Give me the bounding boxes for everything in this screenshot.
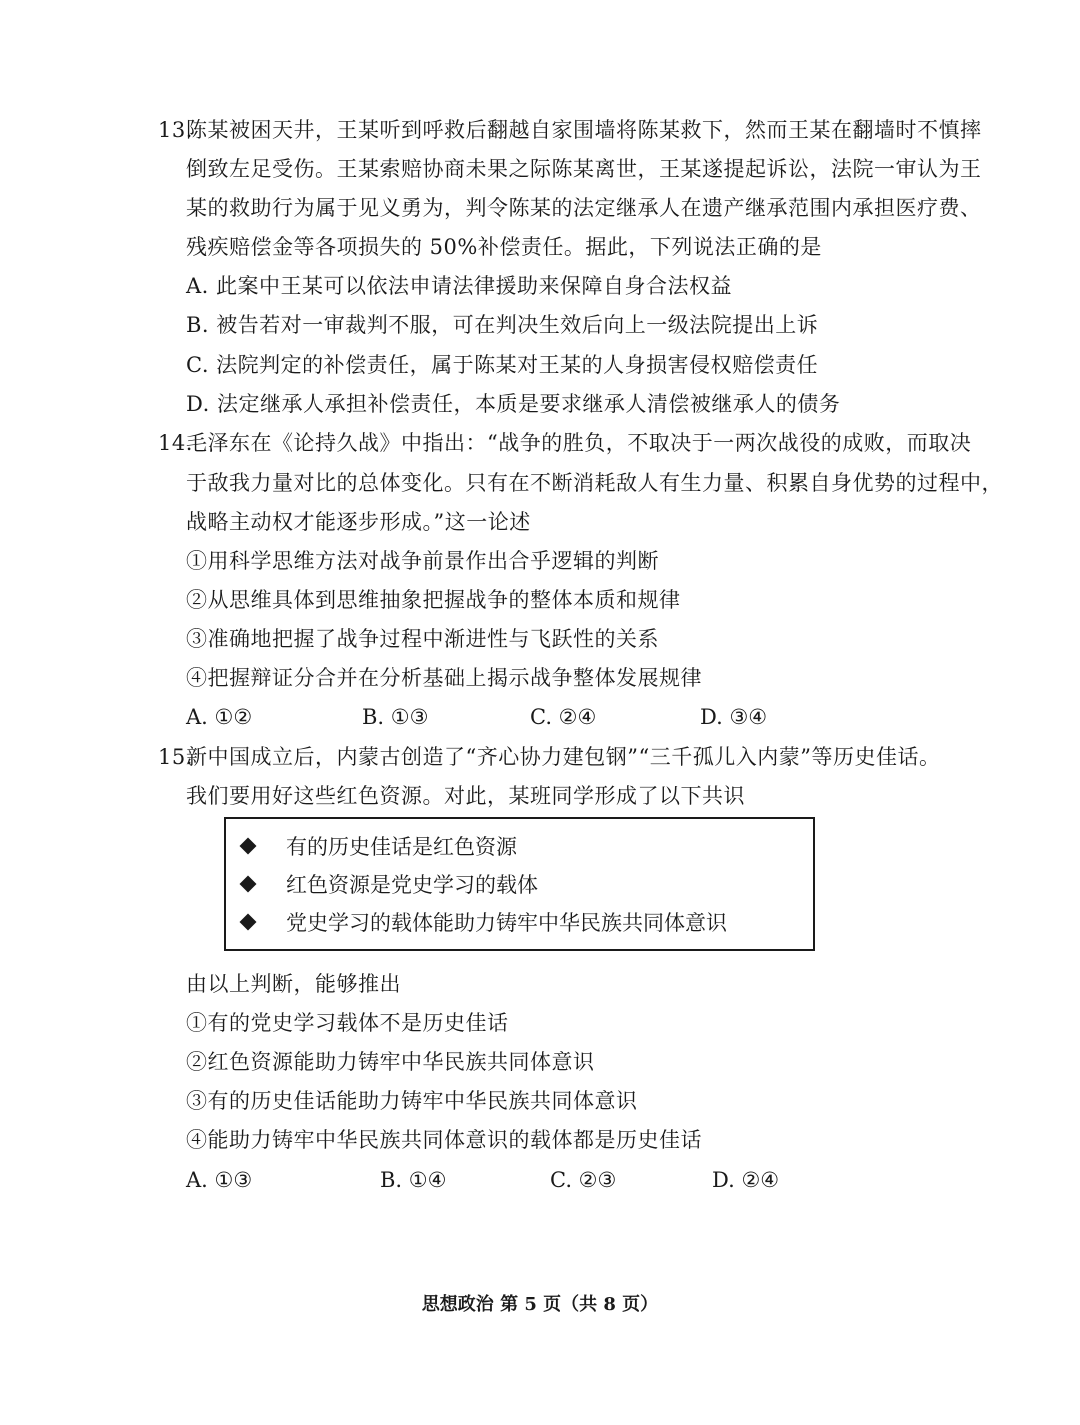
question-stem-line: 陈某被困天井，王某听到呼救后翻越自家围墙将陈某救下，然而王某在翻墙时不慎摔 bbox=[186, 118, 982, 142]
option-d: D. 法定继承人承担补偿责任，本质是要求继承人清偿被继承人的债务 bbox=[186, 392, 841, 416]
statement-4: ④能助力铸牢中华民族共同体意识的载体都是历史佳话 bbox=[186, 1128, 702, 1152]
statement-1: ①有的党史学习载体不是历史佳话 bbox=[186, 1011, 509, 1035]
question-number: 15. bbox=[158, 745, 193, 769]
choice-c: C. ②④ bbox=[530, 705, 597, 729]
option-c: C. 法院判定的补偿责任，属于陈某对王某的人身损害侵权赔偿责任 bbox=[186, 353, 819, 377]
question-number: 14. bbox=[158, 431, 193, 455]
question-stem-line: 残疾赔偿金等各项损失的 50%补偿责任。据此，下列说法正确的是 bbox=[186, 235, 822, 259]
choice-c: C. ②③ bbox=[550, 1168, 617, 1192]
choice-b: B. ①④ bbox=[380, 1168, 447, 1192]
choice-b: B. ①③ bbox=[362, 705, 429, 729]
choice-d: D. ③④ bbox=[700, 705, 768, 729]
question-stem-line: 战略主动权才能逐步形成。”这一论述 bbox=[186, 510, 531, 534]
diamond-bullet-icon bbox=[240, 914, 257, 931]
question-number: 13. bbox=[158, 118, 193, 142]
question-stem-line: 我们要用好这些红色资源。对此，某班同学形成了以下共识 bbox=[186, 784, 745, 808]
question-stem-line: 毛泽东在《论持久战》中指出：“战争的胜负，不取决于一两次战役的成败，而取决 bbox=[186, 431, 972, 455]
choice-d: D. ②④ bbox=[712, 1168, 780, 1192]
question-lead: 由以上判断，能够推出 bbox=[186, 972, 401, 996]
statement-4: ④把握辩证分合并在分析基础上揭示战争整体发展规律 bbox=[186, 666, 702, 690]
statement-3: ③有的历史佳话能助力铸牢中华民族共同体意识 bbox=[186, 1089, 638, 1113]
choice-a: A. ①③ bbox=[186, 1168, 253, 1192]
page-footer: 思想政治 第 5 页（共 8 页） bbox=[421, 1294, 659, 1315]
question-stem-line: 倒致左足受伤。王某索赔协商未果之际陈某离世，王某遂提起诉讼，法院一审认为王 bbox=[186, 157, 982, 181]
option-a: A. 此案中王某可以依法申请法律援助来保障自身合法权益 bbox=[186, 274, 733, 298]
diamond-bullet-icon bbox=[240, 876, 257, 893]
statement-2: ②红色资源能助力铸牢中华民族共同体意识 bbox=[186, 1050, 595, 1074]
statement-1: ①用科学思维方法对战争前景作出合乎逻辑的判断 bbox=[186, 549, 659, 573]
option-b: B. 被告若对一审裁判不服，可在判决生效后向上一级法院提出上诉 bbox=[186, 313, 819, 337]
statement-2: ②从思维具体到思维抽象把握战争的整体本质和规律 bbox=[186, 588, 681, 612]
statement-3: ③准确地把握了战争过程中渐进性与飞跃性的关系 bbox=[186, 627, 659, 651]
question-stem-line: 新中国成立后，内蒙古创造了“齐心协力建包钢”“三千孤儿入内蒙”等历史佳话。 bbox=[186, 745, 941, 769]
question-stem-line: 于敌我力量对比的总体变化。只有在不断消耗敌人有生力量、积累自身优势的过程中， bbox=[186, 471, 1003, 495]
diamond-bullet-icon bbox=[240, 838, 257, 855]
choice-a: A. ①② bbox=[186, 705, 253, 729]
question-stem-line: 某的救助行为属于见义勇为，判令陈某的法定继承人在遗产继承范围内承担医疗费、 bbox=[186, 196, 982, 220]
consensus-box: 有的历史佳话是红色资源 红色资源是党史学习的载体 党史学习的载体能助力铸牢中华民族共同体意识 bbox=[224, 817, 815, 951]
